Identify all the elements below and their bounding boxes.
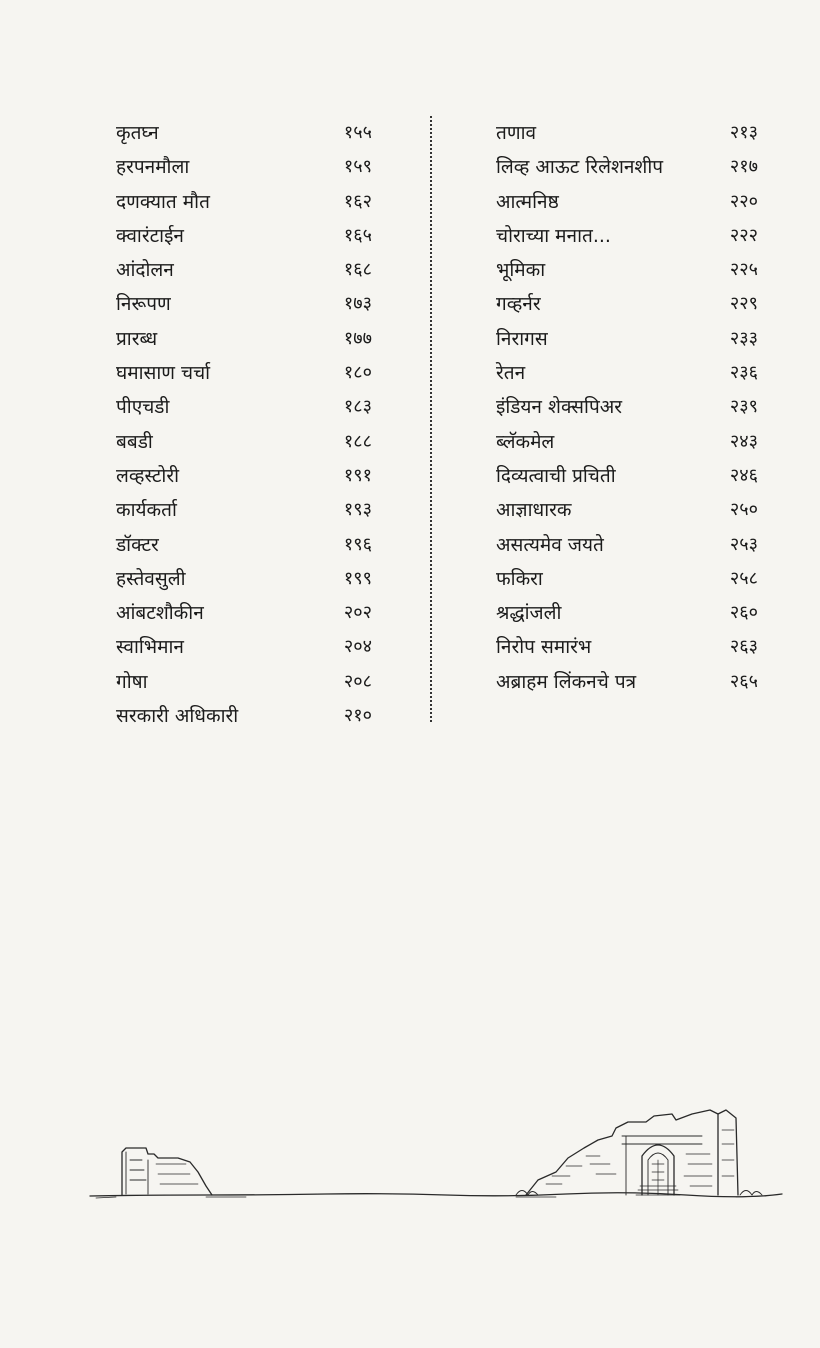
toc-entry-page: २५३: [729, 533, 758, 555]
toc-entry-page: १८०: [343, 362, 372, 384]
toc-entry-title: रेतन: [496, 362, 526, 385]
toc-entry-page: २०४: [343, 636, 372, 658]
toc-entry[interactable]: [116, 528, 372, 562]
toc-entry-page: २४३: [729, 430, 758, 452]
toc-entry-title: आत्मनिष्ठ: [496, 190, 559, 213]
toc-entry[interactable]: [496, 596, 758, 630]
toc-entry-title: फकिरा: [496, 567, 543, 590]
toc-entry[interactable]: [496, 493, 758, 527]
toc-entry-page: २६०: [729, 602, 758, 624]
toc-entry-title: निरोप समारंभ: [496, 636, 592, 659]
ruined-fort-illustration: [86, 1100, 786, 1210]
toc-entry-title: भूमिका: [496, 259, 546, 282]
toc-entry[interactable]: [116, 356, 372, 390]
toc-entry-page: १७३: [343, 293, 372, 315]
toc-entry[interactable]: [116, 665, 372, 699]
toc-entry-title: प्रारब्ध: [116, 327, 158, 350]
toc-entry-title: घमासाण चर्चा: [116, 362, 211, 385]
toc-entry-page: १६५: [343, 224, 372, 246]
toc-left-column: [116, 116, 372, 733]
toc-entry-page: २५८: [729, 567, 758, 589]
toc-entry-page: २२९: [729, 293, 758, 315]
toc-entry-page: १७७: [343, 327, 372, 349]
toc-entry-title: आज्ञाधारक: [496, 499, 572, 522]
toc-entry-title: स्वाभिमान: [116, 636, 184, 659]
toc-entry[interactable]: [116, 630, 372, 664]
toc-entry[interactable]: [496, 116, 758, 150]
toc-entry-title: निरूपण: [116, 293, 171, 316]
toc-entry[interactable]: [496, 459, 758, 493]
toc-entry-page: १६८: [343, 259, 372, 281]
toc-entry-page: १५५: [343, 122, 372, 143]
toc-entry-page: २१०: [343, 705, 372, 727]
toc-entry[interactable]: [116, 425, 372, 459]
toc-entry-title: पीएचडी: [116, 396, 170, 419]
toc-entry[interactable]: [116, 219, 372, 253]
toc-entry-page: २०८: [343, 670, 372, 692]
toc-entry[interactable]: [496, 425, 758, 459]
toc-entry-title: चोराच्या मनात...: [496, 224, 611, 247]
toc-entry-title: डॉक्टर: [116, 533, 159, 556]
toc-entry-page: २६५: [729, 670, 758, 692]
toc-entry-page: २२०: [729, 190, 758, 212]
toc-entry[interactable]: [116, 562, 372, 596]
toc-entry[interactable]: [116, 287, 372, 321]
toc-entry-page: २४६: [729, 464, 758, 486]
dotted-column-divider: [430, 116, 432, 722]
toc-entry-title: निरागस: [496, 327, 548, 350]
toc-entry-page: १५९: [343, 156, 372, 178]
toc-entry-title: तणाव: [496, 122, 537, 144]
toc-entry-title: आंदोलन: [116, 259, 174, 282]
toc-entry-title: सरकारी अधिकारी: [116, 705, 239, 728]
toc-entry-page: २३६: [729, 362, 758, 384]
toc-entry[interactable]: [116, 699, 372, 733]
toc-entry[interactable]: [496, 562, 758, 596]
toc-entry-page: २५०: [729, 499, 758, 521]
toc-entry-title: कार्यकर्ता: [116, 499, 177, 522]
toc-entry-page: १९३: [343, 499, 372, 521]
toc-entry-page: १६२: [343, 190, 372, 212]
toc-entry[interactable]: [496, 322, 758, 356]
toc-entry-page: १९१: [343, 464, 372, 486]
toc-entry-title: लिव्ह आऊट रिलेशनशीप: [496, 156, 664, 179]
toc-entry-title: हरपनमौला: [116, 156, 190, 179]
toc-entry-page: १८३: [343, 396, 372, 418]
toc-entry-title: इंडियन शेक्सपिअर: [496, 396, 623, 419]
toc-entry-page: २२२: [729, 224, 758, 246]
toc-entry[interactable]: [116, 390, 372, 424]
toc-entry-title: गव्हर्नर: [496, 293, 541, 316]
toc-entry[interactable]: [116, 185, 372, 219]
toc-entry-page: २६३: [729, 636, 758, 658]
toc-entry-page: २१७: [729, 156, 758, 178]
toc-entry-page: १९९: [343, 567, 372, 589]
toc-entry[interactable]: [116, 253, 372, 287]
toc-entry-page: १८८: [343, 430, 372, 452]
toc-entry-title: ब्लॅकमेल: [496, 430, 555, 453]
toc-entry[interactable]: [116, 322, 372, 356]
toc-right-column: [496, 116, 758, 699]
toc-entry-title: आंबटशौकीन: [116, 602, 204, 625]
toc-entry-page: २०२: [343, 602, 372, 624]
toc-entry[interactable]: [496, 287, 758, 321]
toc-entry-page: २२५: [729, 259, 758, 281]
toc-entry[interactable]: [116, 150, 372, 184]
toc-entry[interactable]: [496, 356, 758, 390]
toc-entry-title: गोषा: [116, 670, 148, 693]
toc-entry-page: २३९: [729, 396, 758, 418]
toc-entry[interactable]: [496, 253, 758, 287]
toc-entry[interactable]: [496, 665, 758, 699]
toc-entry[interactable]: [496, 150, 758, 184]
toc-entry[interactable]: [496, 630, 758, 664]
toc-entry[interactable]: [496, 528, 758, 562]
toc-entry[interactable]: [496, 390, 758, 424]
toc-entry-page: १९६: [343, 533, 372, 555]
toc-entry[interactable]: [116, 596, 372, 630]
toc-entry-title: लव्हस्टोरी: [116, 464, 180, 487]
toc-entry[interactable]: [116, 459, 372, 493]
toc-entry-title: कृतघ्न: [116, 122, 159, 144]
toc-entry[interactable]: [496, 185, 758, 219]
toc-entry-title: असत्यमेव जयते: [496, 533, 604, 556]
toc-entry-title: अब्राहम लिंकनचे पत्र: [496, 670, 637, 693]
toc-entry-title: बबडी: [116, 430, 153, 453]
toc-entry-title: दणक्यात मौत: [116, 190, 210, 213]
toc-entry-title: क्वारंटाईन: [116, 224, 184, 247]
toc-entry[interactable]: [116, 493, 372, 527]
toc-entry[interactable]: [116, 116, 372, 150]
toc-entry-page: २१३: [729, 122, 758, 143]
toc-entry-title: हस्तेवसुली: [116, 567, 186, 590]
toc-entry-title: श्रद्धांजली: [496, 602, 562, 625]
toc-entry-title: दिव्यत्वाची प्रचिती: [496, 464, 616, 487]
toc-entry[interactable]: [496, 219, 758, 253]
toc-entry-page: २३३: [729, 327, 758, 349]
